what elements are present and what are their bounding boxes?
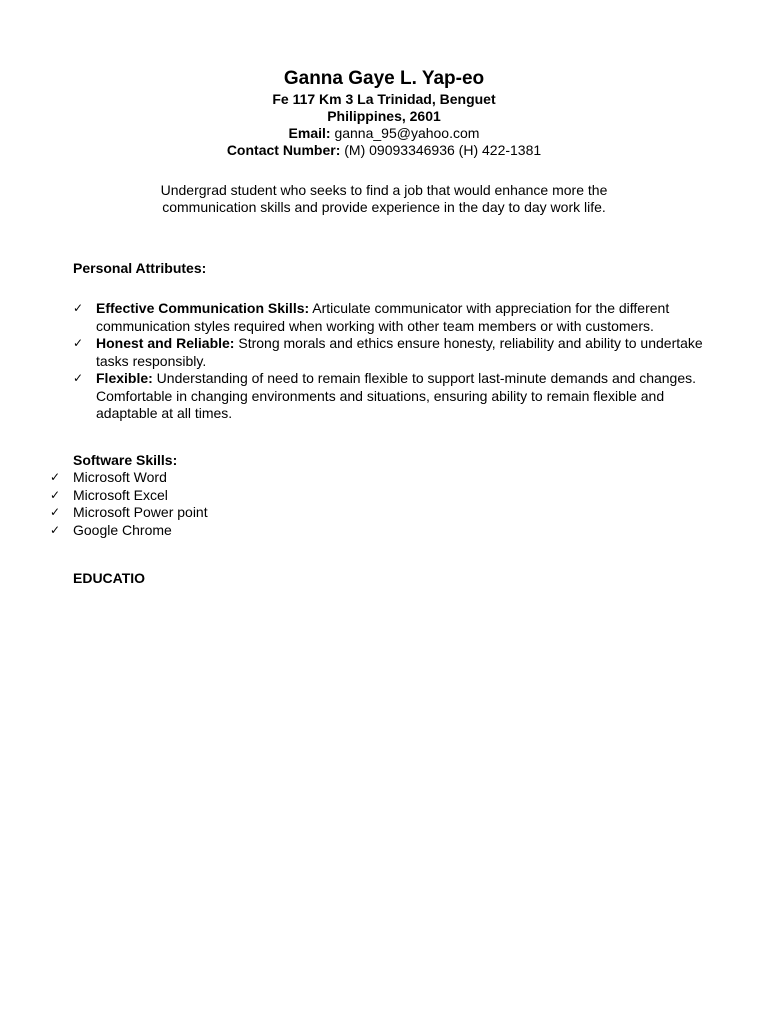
attribute-title: Flexible: [96, 370, 153, 386]
personal-attributes-heading: Personal Attributes: [73, 260, 207, 276]
checkmark-icon: ✓ [50, 470, 61, 484]
checkmark-icon: ✓ [73, 371, 84, 385]
attribute-title: Effective Communication Skills: [96, 300, 310, 316]
attribute-text: Understanding of need to remain flexible to support last-minute demands and changes. Comfortable in changing environments and situations, ensuring ability to remain flexible and adaptable at all times. [96, 370, 697, 421]
objective-statement: Undergrad student who seeks to find a job that would enhance more the communication skills and provide experience in the day to day work life. [160, 182, 608, 215]
education-heading: EDUCATIO [73, 570, 146, 586]
contact-number-value: (M) 09093346936 (H) 422-1381 [340, 142, 542, 158]
checkmark-icon: ✓ [50, 487, 61, 502]
resume-header [0, 66, 768, 159]
software-skills-list [50, 469, 208, 540]
email-label: Email: [288, 125, 331, 141]
address-line-1: Fe 117 Km 3 La Trinidad, Benguet [272, 91, 496, 107]
list-item [50, 504, 208, 522]
list-item [73, 335, 703, 370]
contact-number-label: Contact Number: [226, 142, 341, 158]
list-item [73, 300, 703, 335]
software-skill: Microsoft Word [73, 469, 167, 485]
software-skills-heading: Software Skills: [73, 452, 178, 468]
list-item [50, 487, 208, 505]
checkmark-icon: ✓ [50, 523, 61, 538]
email-value: ganna_95@yahoo.com [330, 125, 480, 141]
attribute-title: Honest and Reliable: [96, 335, 235, 351]
address-line-2: Philippines, 2601 [327, 108, 441, 124]
checkmark-icon: ✓ [50, 505, 61, 520]
applicant-name: Ganna Gaye L. Yap-eo [283, 68, 485, 89]
checkmark-icon: ✓ [73, 301, 84, 315]
checkmark-icon: ✓ [73, 336, 84, 350]
contact-number-line [0, 142, 768, 159]
personal-attributes-list [73, 300, 703, 423]
software-skill: Google Chrome [73, 522, 172, 539]
list-item [73, 370, 703, 423]
list-item [50, 522, 208, 540]
attribute-text: Strong morals and ethics ensure honesty, reliability and ability to undertake tasks responsibly. [96, 335, 703, 369]
list-item [50, 469, 208, 487]
attribute-text: Articulate communicator with appreciation for the different communication styles required when working with other team members or with customers. [96, 300, 670, 334]
software-skill: Microsoft Power point [73, 504, 208, 521]
email-line [0, 125, 768, 142]
software-skill: Microsoft Excel [73, 486, 168, 503]
